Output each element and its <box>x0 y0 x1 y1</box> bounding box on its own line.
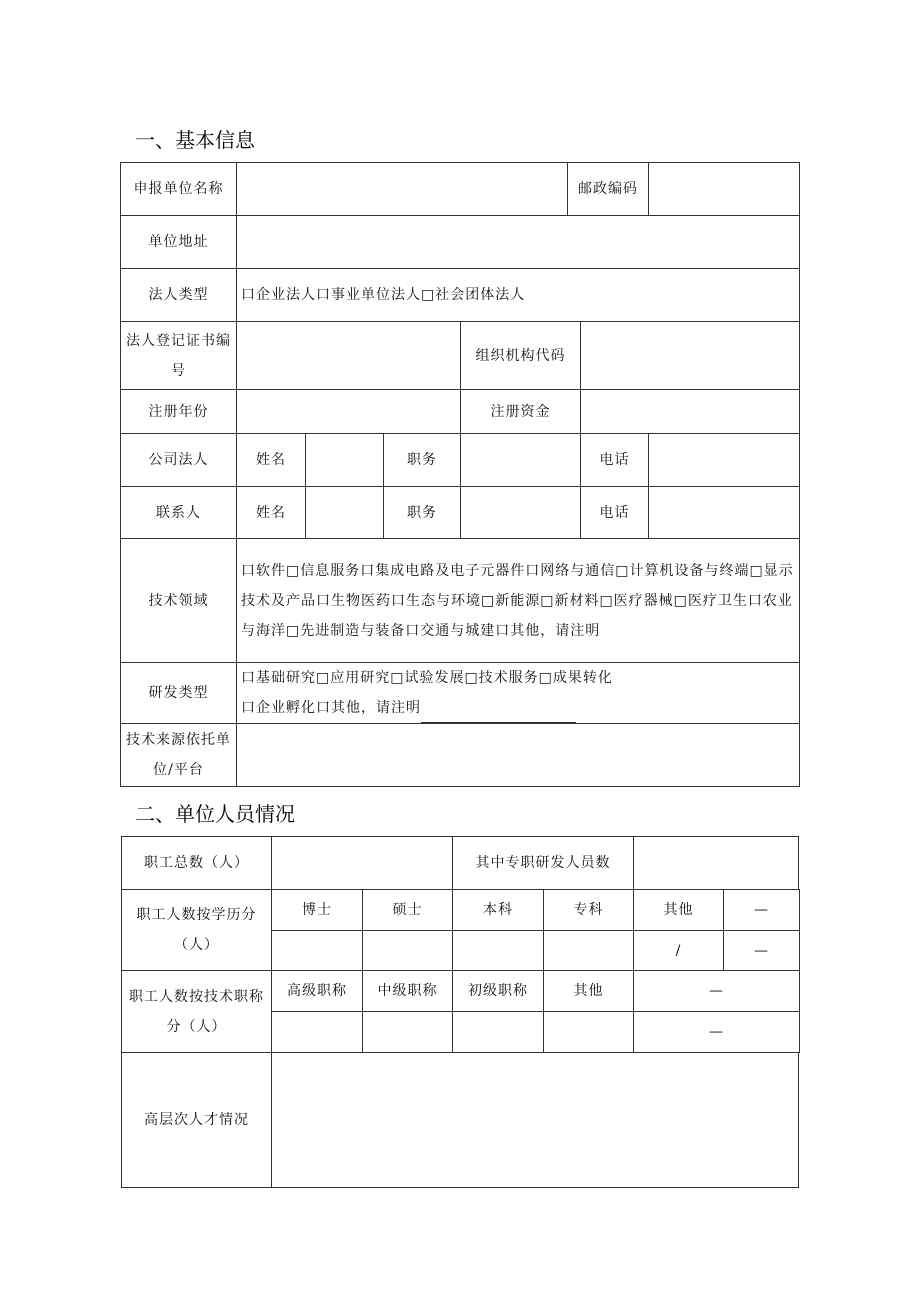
tech-field-options[interactable] <box>236 538 800 663</box>
tech-source-label-text: 技术来源依托单位/平台 <box>126 732 231 778</box>
education-header-text: 本科 <box>483 902 513 918</box>
legal-rep-name-label-text: 姓名 <box>256 452 286 468</box>
education-count-field <box>633 930 724 971</box>
section-title-staff: 二、单位人员情况 <box>135 802 295 826</box>
address-field[interactable] <box>236 215 800 269</box>
registration-year-label-text: 注册年份 <box>148 403 209 420</box>
title-header-text: — <box>709 983 724 999</box>
legal-rep-name-field[interactable] <box>305 433 384 487</box>
legal-type-options-text: 口企业法人口事业单位法人□社会团体法人 <box>241 287 526 303</box>
contact-label-text: 联系人 <box>156 504 201 521</box>
rd-type-label <box>120 662 237 724</box>
legal-type-label-text: 法人类型 <box>148 287 209 303</box>
total-staff-label <box>121 836 272 890</box>
education-header-text: 博士 <box>302 902 332 918</box>
education-count-field[interactable] <box>362 930 453 971</box>
title-header <box>271 970 363 1012</box>
title-count-field <box>633 1011 800 1053</box>
registration-cert-label-text: 法人登记证书编号 <box>126 332 231 379</box>
education-header <box>723 889 800 931</box>
education-header <box>452 889 544 931</box>
education-header-text: 其他 <box>663 902 694 918</box>
legal-rep-position-label <box>383 433 461 487</box>
total-staff-label-text: 职工总数（人） <box>144 855 249 871</box>
address-label-text: 单位地址 <box>148 234 209 250</box>
legal-rep-position-field[interactable] <box>460 433 581 487</box>
contact-position-label-text: 职务 <box>407 504 437 521</box>
contact-phone-label <box>580 486 649 539</box>
rd-type-other-input[interactable] <box>421 704 576 723</box>
total-staff-field[interactable] <box>271 836 453 890</box>
postal-code-field[interactable] <box>648 162 800 216</box>
registration-cert-field[interactable] <box>236 321 461 390</box>
contact-name-label <box>236 486 306 539</box>
education-count-field[interactable] <box>452 930 544 971</box>
rd-type-label-text: 研发类型 <box>148 685 209 701</box>
education-count-field <box>723 930 800 971</box>
registered-capital-label <box>460 389 581 434</box>
org-code-label-text: 组织机构代码 <box>475 347 566 364</box>
title-header-text: 其他 <box>573 983 604 999</box>
contact-position-label <box>383 486 461 539</box>
tech-field-label-text: 技术领域 <box>148 592 209 609</box>
rd-staff-label-text: 其中专职研发人员数 <box>475 855 611 871</box>
talent-field[interactable] <box>271 1052 799 1188</box>
contact-phone-field[interactable] <box>648 486 800 539</box>
org-code-label <box>460 321 581 390</box>
education-count-field-text: / <box>675 942 682 959</box>
tech-source-field[interactable] <box>236 723 800 787</box>
title-header <box>452 970 544 1012</box>
registration-year-field[interactable] <box>236 389 461 434</box>
rd-staff-field[interactable] <box>633 836 799 890</box>
applicant-name-field[interactable] <box>236 162 568 216</box>
rd-staff-label <box>452 836 634 890</box>
by-title-label-text: 职工人数按技术职称分（人） <box>129 988 264 1035</box>
applicant-name-label <box>120 162 237 216</box>
applicant-name-label-text: 申报单位名称 <box>133 181 224 197</box>
contact-name-field[interactable] <box>305 486 384 539</box>
registered-capital-label-text: 注册资金 <box>490 403 551 420</box>
contact-label <box>120 486 237 539</box>
title-count-field-text: — <box>709 1024 724 1040</box>
contact-position-field[interactable] <box>460 486 581 539</box>
legal-type-label <box>120 268 237 322</box>
address-label <box>120 215 237 269</box>
tech-field-label <box>120 538 237 663</box>
tech-source-label <box>120 723 237 787</box>
education-header <box>543 889 634 931</box>
education-header <box>271 889 363 931</box>
title-count-field[interactable] <box>543 1011 634 1053</box>
legal-rep-name-label <box>236 433 306 487</box>
registered-capital-field[interactable] <box>580 389 800 434</box>
talent-label <box>121 1052 272 1188</box>
legal-rep-phone-label <box>580 433 649 487</box>
rd-type-line1: 口基础研究□应用研究□试验发展□技术服务□成果转化 <box>241 670 613 686</box>
title-header <box>543 970 634 1012</box>
legal-rep-position-label-text: 职务 <box>407 452 437 468</box>
education-header-text: 专科 <box>573 902 604 918</box>
title-count-field[interactable] <box>362 1011 453 1053</box>
registration-cert-label <box>120 321 237 390</box>
education-count-field[interactable] <box>543 930 634 971</box>
education-header <box>362 889 453 931</box>
by-title-label <box>121 970 272 1053</box>
title-count-field[interactable] <box>452 1011 544 1053</box>
rd-type-options[interactable] <box>236 662 800 724</box>
legal-rep-phone-label-text: 电话 <box>599 452 630 468</box>
title-header-text: 初级职称 <box>468 983 528 999</box>
postal-code-label-text: 邮政编码 <box>578 181 638 197</box>
education-header <box>633 889 724 931</box>
tech-field-options-text: 口软件□信息服务口集成电路及电子元器件口网络与通信□计算机设备与终端□显示技术及产品口生物医药口生态与环境□新能源□新材料□医疗器械□医疗卫生口农业与海洋□先进制造与装备口交通与城建口其他，请注明 <box>241 562 794 639</box>
legal-rep-phone-field[interactable] <box>648 433 800 487</box>
education-count-field[interactable] <box>271 930 363 971</box>
talent-label-text: 高层次人才情况 <box>144 1112 249 1128</box>
registration-year-label <box>120 389 237 434</box>
title-header-text: 中级职称 <box>377 983 438 999</box>
rd-type-line2-text: 口企业孵化口其他，请注明 <box>241 700 421 716</box>
by-education-label <box>121 889 272 971</box>
contact-phone-label-text: 电话 <box>599 504 630 521</box>
section-title-basic-info: 一、基本信息 <box>135 128 255 152</box>
education-count-field-text: — <box>754 942 769 959</box>
title-header <box>362 970 453 1012</box>
title-header <box>633 970 800 1012</box>
by-education-label-text: 职工人数按学历分（人） <box>136 907 257 953</box>
education-header-text: — <box>754 902 769 918</box>
title-count-field[interactable] <box>271 1011 363 1053</box>
legal-type-options[interactable] <box>236 268 800 322</box>
rd-type-line2 <box>241 693 576 723</box>
postal-code-label <box>567 162 649 216</box>
legal-rep-label-text: 公司法人 <box>148 452 209 468</box>
legal-rep-label <box>120 433 237 487</box>
education-header-text: 硕士 <box>392 902 423 918</box>
contact-name-label-text: 姓名 <box>256 504 286 521</box>
title-header-text: 高级职称 <box>287 983 347 999</box>
org-code-field[interactable] <box>580 321 800 390</box>
